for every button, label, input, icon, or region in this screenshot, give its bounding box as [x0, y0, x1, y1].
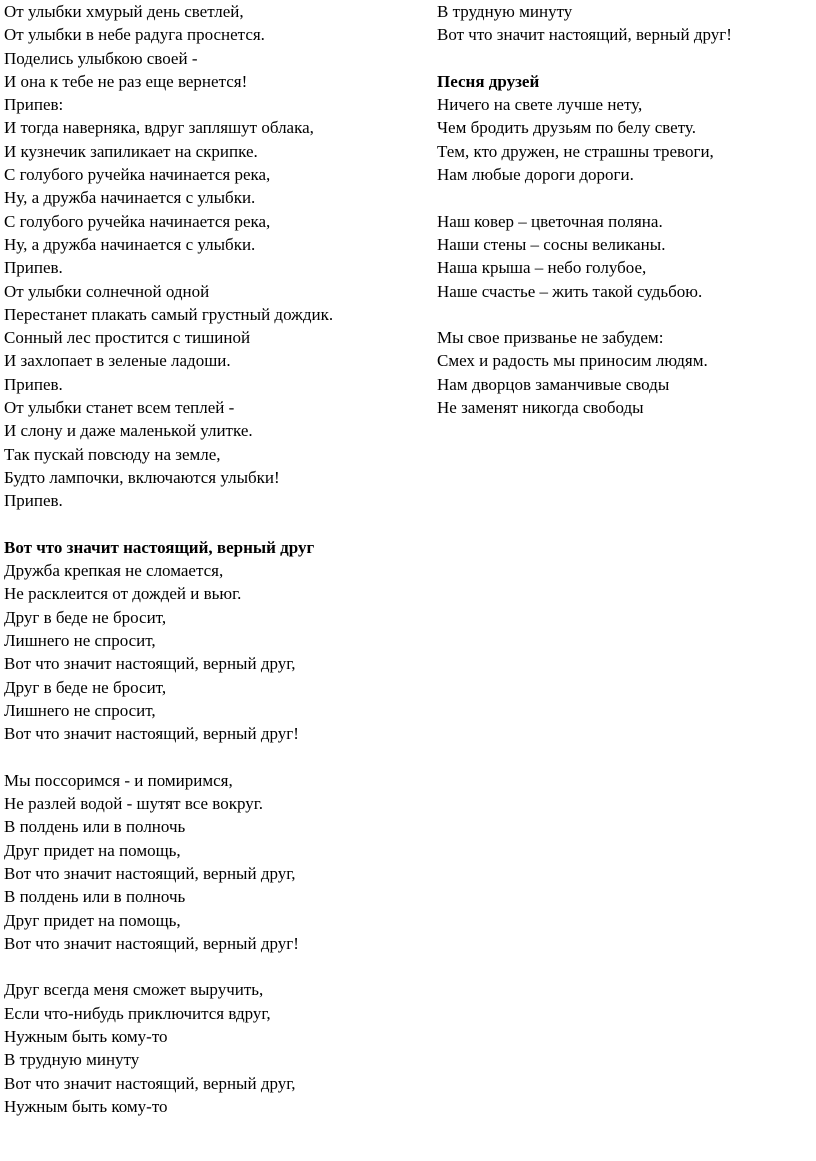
- lyric-line: Тем, кто дружен, не страшны тревоги,: [437, 141, 714, 161]
- lyric-line: От улыбки станет всем теплей -: [4, 398, 235, 418]
- lyric-line: Не разлей водой - шутят все вокруг.: [4, 794, 264, 814]
- stanza-gap: [4, 513, 404, 536]
- lyric-line: Будто лампочки, включаются улыбки!: [4, 467, 280, 487]
- lyric-line: С голубого ручейка начинается река,: [4, 211, 271, 231]
- lyric-line: Ну, а дружба начинается с улыбки.: [4, 234, 256, 254]
- lyric-line: Вот что значит настоящий, верный друг!: [437, 25, 732, 45]
- lyric-line: Перестанет плакать самый грустный дождик.: [4, 304, 334, 324]
- stanza-gap: [437, 303, 807, 326]
- lyric-line: Наши стены – сосны великаны.: [437, 234, 666, 254]
- lyric-line: Наш ковер – цветочная поляна.: [437, 211, 663, 231]
- lyric-line: Наша крыша – небо голубое,: [437, 258, 647, 278]
- stanza-gap: [4, 955, 404, 978]
- lyric-line: И кузнечик запиликает на скрипке.: [4, 141, 258, 161]
- lyric-line: Если что-нибудь приключится вдруг,: [4, 1003, 271, 1023]
- lyric-line: Вот что значит настоящий, верный друг,: [4, 1073, 296, 1093]
- lyric-line: Друг всегда меня сможет выручить,: [4, 980, 264, 1000]
- lyric-line: Так пускай повсюду на земле,: [4, 444, 221, 464]
- lyric-line: Друг придет на помощь,: [4, 840, 181, 860]
- lyric-line: Припев.: [4, 491, 63, 511]
- lyric-line: Чем бродить друзьям по белу свету.: [437, 118, 696, 138]
- lyric-line: От улыбки хмурый день светлей,: [4, 2, 244, 21]
- lyric-line: Друг придет на помощь,: [4, 910, 181, 930]
- lyric-line: Лишнего не спросит,: [4, 631, 156, 651]
- stanza-gap: [4, 746, 404, 769]
- lyric-line: Наше счастье – жить такой судьбою.: [437, 281, 703, 301]
- song-smile: [4, 0, 404, 513]
- lyric-line: Вот что значит настоящий, верный друг,: [4, 654, 296, 674]
- lyric-line: И слону и даже маленькой улитке.: [4, 421, 253, 441]
- lyric-line: И она к тебе не раз еще вернется!: [4, 71, 248, 91]
- lyric-line: Дружба крепкая не сломается,: [4, 561, 224, 581]
- lyric-line: И захлопает в зеленые ладоши.: [4, 351, 231, 371]
- lyric-line: Не заменят никогда свободы: [437, 398, 644, 418]
- lyric-line: Друг в беде не бросит,: [4, 677, 167, 697]
- song-true-friend: [4, 536, 404, 1118]
- lyric-line: Вот что значит настоящий, верный друг,: [4, 863, 296, 883]
- song-true-friend-continued: [437, 0, 807, 47]
- lyric-line: С голубого ручейка начинается река,: [4, 165, 271, 185]
- song-title: Песня друзей: [437, 71, 540, 91]
- lyric-line: Нужным быть кому-то: [4, 1096, 168, 1116]
- lyric-line: От улыбки солнечной одной: [4, 281, 210, 301]
- song-title: Вот что значит настоящий, верный друг: [4, 537, 315, 557]
- lyric-line: И тогда наверняка, вдруг запляшут облака,: [4, 118, 314, 138]
- lyric-line: Сонный лес простится с тишиной: [4, 328, 251, 348]
- lyric-line: Ну, а дружба начинается с улыбки.: [4, 188, 256, 208]
- stanza-gap: [437, 186, 807, 209]
- lyric-line: В полдень или в полночь: [4, 817, 186, 837]
- lyric-line: Не расклеится от дождей и вьюг.: [4, 584, 242, 604]
- song-friends: [437, 70, 807, 419]
- lyric-line: Мы свое призванье не забудем:: [437, 328, 664, 348]
- lyric-line: Вот что значит настоящий, верный друг!: [4, 724, 299, 744]
- lyric-line: Мы поссоримся - и помиримся,: [4, 770, 233, 790]
- lyric-line: Друг в беде не бросит,: [4, 607, 167, 627]
- lyric-line: Припев.: [4, 258, 63, 278]
- lyric-line: Нам дворцов заманчивые своды: [437, 374, 670, 394]
- lyric-line: В полдень или в полночь: [4, 887, 186, 907]
- stanza-gap: [437, 47, 807, 70]
- left-column: [4, 0, 404, 1118]
- lyric-line: В трудную минуту: [4, 1050, 140, 1070]
- lyric-line: От улыбки в небе радуга проснется.: [4, 25, 265, 45]
- lyric-line: Припев:: [4, 95, 64, 115]
- lyric-line: Ничего на свете лучше нету,: [437, 95, 643, 115]
- lyric-line: В трудную минуту: [437, 2, 573, 21]
- lyric-line: Нам любые дороги дороги.: [437, 165, 634, 185]
- lyric-line: Нужным быть кому-то: [4, 1027, 168, 1047]
- lyric-line: Смех и радость мы приносим людям.: [437, 351, 708, 371]
- lyric-line: Припев.: [4, 374, 63, 394]
- lyric-line: Лишнего не спросит,: [4, 700, 156, 720]
- right-column: [437, 0, 807, 419]
- lyric-line: Вот что значит настоящий, верный друг!: [4, 933, 299, 953]
- lyric-line: Поделись улыбкою своей -: [4, 48, 198, 68]
